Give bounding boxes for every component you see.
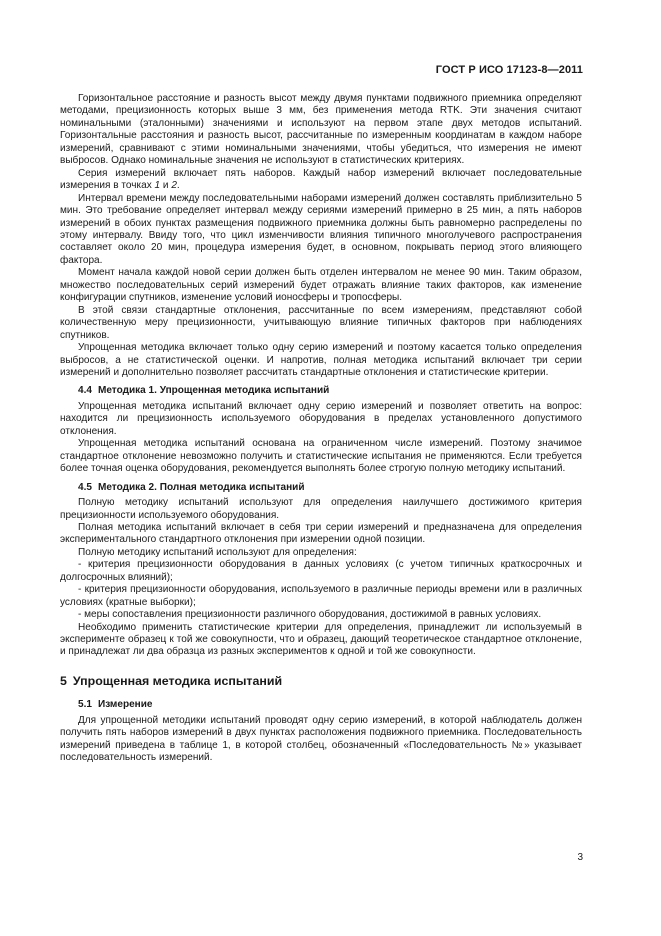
- document-header: ГОСТ Р ИСО 17123-8—2011: [435, 64, 583, 76]
- section-heading-4-4: 4.4 Методика 1. Упрощенная методика испытаний: [78, 385, 330, 397]
- section-heading-5: 5 Упрощенная методика испытаний: [60, 673, 283, 688]
- point-label: 2: [171, 180, 177, 192]
- paragraph: В этой связи стандартные отклонения, рассчитанные по всем измерениям, представляют собой количественную меру прецизионности, учитывающую влияние типичных факторов при наблюдениях спутников.: [60, 304, 582, 341]
- paragraph: Горизонтальное расстояние и разность высот между двумя пунктами подвижного приемника определяют методами, прецизионность которых выше 3 мм, без применения метода RTK. Эти значения считают номинальными (эталонными) значениями и используют на первом этапе двух методов испытаний. Горизонтальные расстояния и разность высот, рассчитанные по измеренным координатам в каждом наборе измерений, сравнивают с этими номинальными значениями, чтобы убедиться, что измерения не имеют выбросов. Однако номинальные значения не используют в статистических критериях.: [60, 93, 582, 167]
- paragraph: Момент начала каждой новой серии должен быть отделен интервалом не менее 90 мин. Таким образом, множество последовательных серий измерений будет отражать влияние таких факторов, как изменение конфигурации спутников, изменение условий ионосферы и тропосферы.: [60, 267, 582, 304]
- document-body: [60, 93, 582, 765]
- point-label: 1: [154, 180, 161, 192]
- list-item: - критерия прецизионности оборудования в данных условиях (с учетом типичных краткосрочных и долгосрочных влияний);: [60, 559, 582, 583]
- paragraph: Для упрощенной методики испытаний проводят одну серию измерений, в которой наблюдатель должен получить пять наборов измерений в двух пунктах расположения подвижного приемника. Последовательность измерений приведена в таблице 1, в которой столбец, обозначенный «Последовательность №» указывает последовательность измерений.: [60, 714, 582, 764]
- paragraph: Упрощенная методика испытаний основана на ограниченном числе измерений. Поэтому значимое стандартное отклонение невозможно получить и статистические испытания не применяются. Если требуется более точная оценка оборудования, рекомендуется выполнять более строгую полную методику испытаний.: [60, 438, 582, 475]
- paragraph: Упрощенная методика испытаний включает одну серию измерений и позволяет ответить на вопрос: находится ли прецизионность используемого оборудования в пределах установленного допустимого отклонения.: [60, 400, 582, 437]
- paragraph: Полная методика испытаний включает в себя три серии измерений и предназначена для определения экспериментального стандартного отклонения при измерении одной позиции.: [60, 521, 582, 546]
- paragraph: Необходимо применить статистические критерии для определения, принадлежит ли используемый в эксперименте образец к той же совокупности, что и образец, дающий теоретическое стандартное отклонение, и принадлежат ли два образца из разных экспериментов к одной и той же совокупности.: [60, 621, 582, 658]
- list-item: - меры сопоставления прецизионности различного оборудования, достижимой в равных условиях.: [78, 609, 542, 621]
- section-heading-4-5: 4.5 Методика 2. Полная методика испытаний: [78, 481, 305, 493]
- paragraph: Серия измерений включает пять наборов. Каждый набор измерений включает последовательные измерения в точках 1 и 2.: [60, 167, 582, 192]
- paragraph: Полную методику испытаний используют для определения наилучшего достижимого критерия прецизионности используемого оборудования.: [60, 497, 582, 521]
- paragraph: Интервал времени между последовательными наборами измерений должен составлять приблизительно 5 мин. Это требование определяет интервал между сериями измерений примерно в 25 мин, а пять наборов измерений в обоих пунктах размещения подвижного приемника должны быть равномерно распределены по этому интервалу. Ввиду того, что цикл изменчивости влияния типичного многолучевого распространения составляет около 20 мин, процедура измерения будет, в основном, покрывать период этого влияющего фактора.: [60, 192, 582, 266]
- list-item: - критерия прецизионности оборудования, используемого в различные периоды времени или в различных условиях (кратные выборки);: [60, 584, 582, 608]
- section-heading-5-1: 5.1 Измерение: [78, 699, 153, 711]
- paragraph: Упрощенная методика включает только одну серию измерений и поэтому касается только определения выбросов, а не статистической оценки. И напротив, полная методика испытаний включает три серии измерений и дополнительно позволяет рассчитать стандартные отклонения и статистические критерии.: [60, 342, 582, 378]
- paragraph: Полную методику испытаний используют для определения:: [78, 546, 357, 558]
- page-number: 3: [577, 852, 583, 863]
